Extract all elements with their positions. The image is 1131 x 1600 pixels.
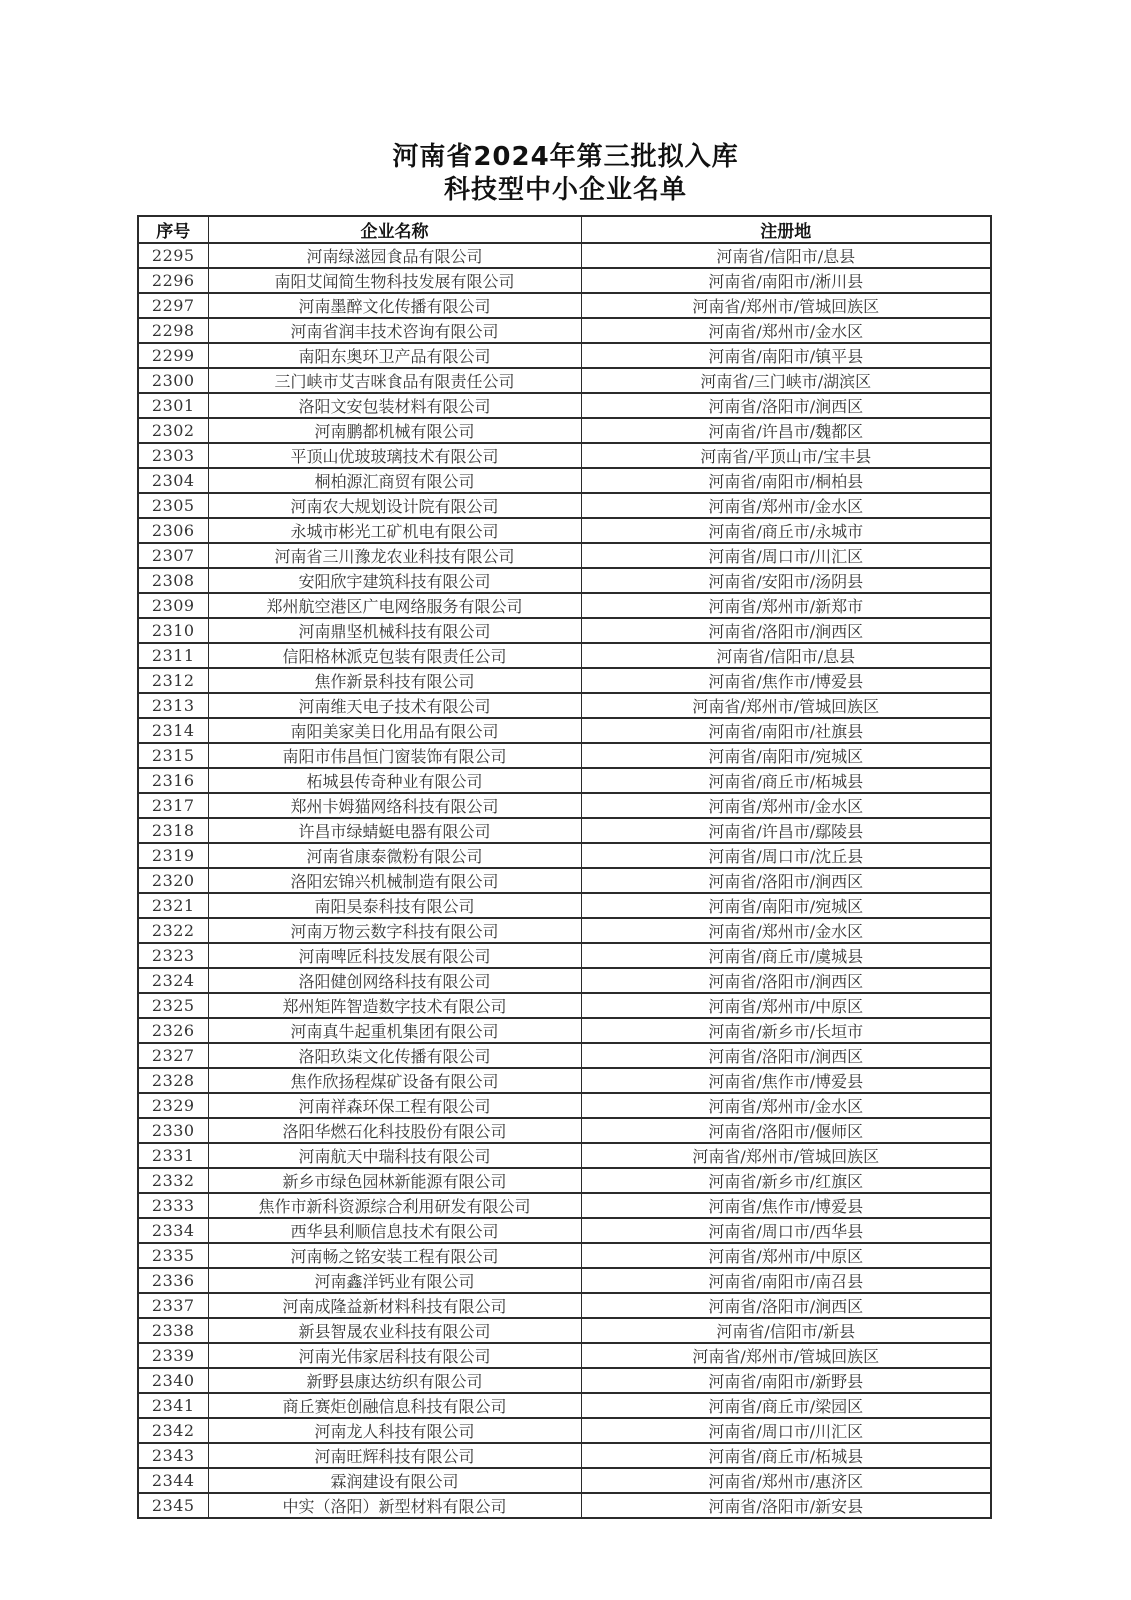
row-company-name: 河南鹏都机械有限公司 <box>208 418 581 443</box>
row-registration-place: 河南省/南阳市/桐柏县 <box>581 468 991 493</box>
row-registration-place: 河南省/商丘市/柘城县 <box>581 1443 991 1468</box>
row-company-name: 河南万物云数字科技有限公司 <box>208 918 581 943</box>
table-row <box>138 893 991 918</box>
row-seq-number: 2323 <box>138 943 208 968</box>
row-company-name: 新乡市绿色园林新能源有限公司 <box>208 1168 581 1193</box>
row-company-name: 洛阳健创网络科技有限公司 <box>208 968 581 993</box>
table-row <box>138 368 991 393</box>
table-row <box>138 1418 991 1443</box>
row-registration-place: 河南省/洛阳市/涧西区 <box>581 393 991 418</box>
row-company-name: 河南旺辉科技有限公司 <box>208 1443 581 1468</box>
row-seq-number: 2338 <box>138 1318 208 1343</box>
row-seq-number: 2300 <box>138 368 208 393</box>
row-registration-place: 河南省/焦作市/博爱县 <box>581 1068 991 1093</box>
row-company-name: 信阳格林派克包装有限责任公司 <box>208 643 581 668</box>
table-row <box>138 968 991 993</box>
row-registration-place: 河南省/洛阳市/涧西区 <box>581 618 991 643</box>
row-company-name: 河南真牛起重机集团有限公司 <box>208 1018 581 1043</box>
row-seq-number: 2305 <box>138 493 208 518</box>
row-company-name: 河南啤匠科技发展有限公司 <box>208 943 581 968</box>
table-row <box>138 1018 991 1043</box>
row-registration-place: 河南省/焦作市/博爱县 <box>581 668 991 693</box>
row-seq-number: 2303 <box>138 443 208 468</box>
row-company-name: 新县智晟农业科技有限公司 <box>208 1318 581 1343</box>
table-row <box>138 1043 991 1068</box>
row-registration-place: 河南省/南阳市/淅川县 <box>581 268 991 293</box>
row-company-name: 安阳欣宇建筑科技有限公司 <box>208 568 581 593</box>
row-seq-number: 2310 <box>138 618 208 643</box>
row-company-name: 新野县康达纺织有限公司 <box>208 1368 581 1393</box>
table-row <box>138 693 991 718</box>
table-row <box>138 818 991 843</box>
row-seq-number: 2298 <box>138 318 208 343</box>
row-company-name: 焦作市新科资源综合利用研发有限公司 <box>208 1193 581 1218</box>
row-registration-place: 河南省/郑州市/金水区 <box>581 318 991 343</box>
row-company-name: 西华县利顺信息技术有限公司 <box>208 1218 581 1243</box>
row-seq-number: 2325 <box>138 993 208 1018</box>
row-seq-number: 2301 <box>138 393 208 418</box>
row-seq-number: 2317 <box>138 793 208 818</box>
row-registration-place: 河南省/许昌市/魏都区 <box>581 418 991 443</box>
row-registration-place: 河南省/南阳市/宛城区 <box>581 743 991 768</box>
row-seq-number: 2331 <box>138 1143 208 1168</box>
row-registration-place: 河南省/郑州市/管城回族区 <box>581 1143 991 1168</box>
table-row <box>138 1193 991 1218</box>
row-company-name: 河南农大规划设计院有限公司 <box>208 493 581 518</box>
document-title-line2: 科技型中小企业名单 <box>443 175 687 205</box>
table-row <box>138 943 991 968</box>
row-company-name: 河南维天电子技术有限公司 <box>208 693 581 718</box>
table-row <box>138 318 991 343</box>
row-seq-number: 2330 <box>138 1118 208 1143</box>
row-company-name: 霖润建设有限公司 <box>208 1468 581 1493</box>
row-company-name: 永城市彬光工矿机电有限公司 <box>208 518 581 543</box>
row-registration-place: 河南省/郑州市/管城回族区 <box>581 693 991 718</box>
row-company-name: 中实（洛阳）新型材料有限公司 <box>208 1493 581 1518</box>
table-row <box>138 493 991 518</box>
row-company-name: 河南光伟家居科技有限公司 <box>208 1343 581 1368</box>
row-registration-place: 河南省/郑州市/中原区 <box>581 993 991 1018</box>
row-seq-number: 2318 <box>138 818 208 843</box>
row-seq-number: 2327 <box>138 1043 208 1068</box>
row-seq-number: 2308 <box>138 568 208 593</box>
row-company-name: 南阳市伟昌恒门窗装饰有限公司 <box>208 743 581 768</box>
row-seq-number: 2337 <box>138 1293 208 1318</box>
row-seq-number: 2341 <box>138 1393 208 1418</box>
row-seq-number: 2307 <box>138 543 208 568</box>
table-row <box>138 668 991 693</box>
row-seq-number: 2299 <box>138 343 208 368</box>
row-company-name: 三门峡市艾吉咪食品有限责任公司 <box>208 368 581 393</box>
row-company-name: 南阳美家美日化用品有限公司 <box>208 718 581 743</box>
row-registration-place: 河南省/郑州市/中原区 <box>581 1243 991 1268</box>
row-company-name: 河南龙人科技有限公司 <box>208 1418 581 1443</box>
table-row <box>138 918 991 943</box>
row-company-name: 南阳昊泰科技有限公司 <box>208 893 581 918</box>
table-row <box>138 618 991 643</box>
row-registration-place: 河南省/郑州市/惠济区 <box>581 1468 991 1493</box>
row-seq-number: 2313 <box>138 693 208 718</box>
row-seq-number: 2332 <box>138 1168 208 1193</box>
row-seq-number: 2342 <box>138 1418 208 1443</box>
header-seq-number: 序号 <box>138 216 208 243</box>
row-company-name: 河南墨醉文化传播有限公司 <box>208 293 581 318</box>
table-row <box>138 343 991 368</box>
row-registration-place: 河南省/焦作市/博爱县 <box>581 1193 991 1218</box>
row-company-name: 河南省润丰技术咨询有限公司 <box>208 318 581 343</box>
table-row <box>138 1093 991 1118</box>
row-registration-place: 河南省/许昌市/鄢陵县 <box>581 818 991 843</box>
row-seq-number: 2343 <box>138 1443 208 1468</box>
row-registration-place: 河南省/南阳市/新野县 <box>581 1368 991 1393</box>
row-seq-number: 2315 <box>138 743 208 768</box>
row-seq-number: 2309 <box>138 593 208 618</box>
table-row <box>138 1118 991 1143</box>
row-seq-number: 2297 <box>138 293 208 318</box>
table-body <box>138 243 991 1518</box>
row-registration-place: 河南省/商丘市/虞城县 <box>581 943 991 968</box>
row-seq-number: 2335 <box>138 1243 208 1268</box>
company-table <box>137 215 992 1519</box>
table-row <box>138 1393 991 1418</box>
table-row <box>138 768 991 793</box>
row-registration-place: 河南省/郑州市/新郑市 <box>581 593 991 618</box>
row-seq-number: 2336 <box>138 1268 208 1293</box>
document-title-line1: 河南省2024年第三批拟入库 <box>392 142 739 172</box>
table-row <box>138 1468 991 1493</box>
row-registration-place: 河南省/洛阳市/偃师区 <box>581 1118 991 1143</box>
row-seq-number: 2324 <box>138 968 208 993</box>
row-seq-number: 2295 <box>138 243 208 268</box>
row-registration-place: 河南省/信阳市/新县 <box>581 1318 991 1343</box>
table-row <box>138 418 991 443</box>
row-registration-place: 河南省/周口市/川汇区 <box>581 1418 991 1443</box>
row-registration-place: 河南省/安阳市/汤阴县 <box>581 568 991 593</box>
row-seq-number: 2322 <box>138 918 208 943</box>
row-registration-place: 河南省/周口市/西华县 <box>581 1218 991 1243</box>
table-row <box>138 743 991 768</box>
row-company-name: 洛阳玖柒文化传播有限公司 <box>208 1043 581 1068</box>
row-company-name: 南阳东奥环卫产品有限公司 <box>208 343 581 368</box>
row-company-name: 河南成隆益新材料科技有限公司 <box>208 1293 581 1318</box>
table-row <box>138 1318 991 1343</box>
table-row <box>138 393 991 418</box>
row-seq-number: 2302 <box>138 418 208 443</box>
document-title <box>0 0 1131 207</box>
row-registration-place: 河南省/周口市/沈丘县 <box>581 843 991 868</box>
row-registration-place: 河南省/郑州市/金水区 <box>581 493 991 518</box>
row-seq-number: 2304 <box>138 468 208 493</box>
table-row <box>138 443 991 468</box>
row-registration-place: 河南省/商丘市/柘城县 <box>581 768 991 793</box>
row-company-name: 许昌市绿蜻蜓电器有限公司 <box>208 818 581 843</box>
row-company-name: 河南鑫洋钙业有限公司 <box>208 1268 581 1293</box>
row-registration-place: 河南省/南阳市/社旗县 <box>581 718 991 743</box>
row-seq-number: 2340 <box>138 1368 208 1393</box>
row-registration-place: 河南省/新乡市/红旗区 <box>581 1168 991 1193</box>
row-company-name: 焦作新景科技有限公司 <box>208 668 581 693</box>
row-seq-number: 2345 <box>138 1493 208 1518</box>
row-company-name: 郑州卡姆猫网络科技有限公司 <box>208 793 581 818</box>
row-registration-place: 河南省/新乡市/长垣市 <box>581 1018 991 1043</box>
row-company-name: 河南省三川豫龙农业科技有限公司 <box>208 543 581 568</box>
table-row <box>138 1268 991 1293</box>
row-registration-place: 河南省/信阳市/息县 <box>581 243 991 268</box>
row-company-name: 桐柏源汇商贸有限公司 <box>208 468 581 493</box>
row-registration-place: 河南省/郑州市/管城回族区 <box>581 1343 991 1368</box>
table-row <box>138 243 991 268</box>
row-seq-number: 2320 <box>138 868 208 893</box>
row-registration-place: 河南省/商丘市/永城市 <box>581 518 991 543</box>
row-registration-place: 河南省/三门峡市/湖滨区 <box>581 368 991 393</box>
row-registration-place: 河南省/信阳市/息县 <box>581 643 991 668</box>
row-company-name: 平顶山优玻玻璃技术有限公司 <box>208 443 581 468</box>
row-company-name: 河南畅之铭安装工程有限公司 <box>208 1243 581 1268</box>
table-row <box>138 1168 991 1193</box>
row-registration-place: 河南省/洛阳市/涧西区 <box>581 968 991 993</box>
table-row <box>138 1143 991 1168</box>
row-company-name: 洛阳华燃石化科技股份有限公司 <box>208 1118 581 1143</box>
row-seq-number: 2319 <box>138 843 208 868</box>
row-seq-number: 2339 <box>138 1343 208 1368</box>
row-registration-place: 河南省/周口市/川汇区 <box>581 543 991 568</box>
header-company-name: 企业名称 <box>208 216 581 243</box>
row-seq-number: 2316 <box>138 768 208 793</box>
row-company-name: 洛阳宏锦兴机械制造有限公司 <box>208 868 581 893</box>
header-registration-place: 注册地 <box>581 216 991 243</box>
row-registration-place: 河南省/洛阳市/新安县 <box>581 1493 991 1518</box>
row-seq-number: 2312 <box>138 668 208 693</box>
row-seq-number: 2329 <box>138 1093 208 1118</box>
row-company-name: 河南鼎坚机械科技有限公司 <box>208 618 581 643</box>
table-row <box>138 793 991 818</box>
row-registration-place: 河南省/南阳市/镇平县 <box>581 343 991 368</box>
row-registration-place: 河南省/郑州市/金水区 <box>581 1093 991 1118</box>
table-row <box>138 293 991 318</box>
row-registration-place: 河南省/郑州市/管城回族区 <box>581 293 991 318</box>
row-registration-place: 河南省/洛阳市/涧西区 <box>581 1293 991 1318</box>
row-registration-place: 河南省/洛阳市/涧西区 <box>581 868 991 893</box>
row-company-name: 焦作欣扬程煤矿设备有限公司 <box>208 1068 581 1093</box>
table-row <box>138 1068 991 1093</box>
row-registration-place: 河南省/南阳市/宛城区 <box>581 893 991 918</box>
table-row <box>138 1218 991 1243</box>
table-row <box>138 868 991 893</box>
row-registration-place: 河南省/商丘市/梁园区 <box>581 1393 991 1418</box>
row-company-name: 郑州矩阵智造数字技术有限公司 <box>208 993 581 1018</box>
table-row <box>138 1368 991 1393</box>
table-row <box>138 1343 991 1368</box>
row-seq-number: 2296 <box>138 268 208 293</box>
row-company-name: 河南航天中瑞科技有限公司 <box>208 1143 581 1168</box>
row-company-name: 商丘赛炬创融信息科技有限公司 <box>208 1393 581 1418</box>
row-registration-place: 河南省/平顶山市/宝丰县 <box>581 443 991 468</box>
table-header-row <box>138 216 991 243</box>
row-registration-place: 河南省/郑州市/金水区 <box>581 918 991 943</box>
table-row <box>138 643 991 668</box>
table-row <box>138 468 991 493</box>
table-row <box>138 1293 991 1318</box>
table-row <box>138 843 991 868</box>
row-company-name: 郑州航空港区广电网络服务有限公司 <box>208 593 581 618</box>
table-row <box>138 518 991 543</box>
row-seq-number: 2334 <box>138 1218 208 1243</box>
row-company-name: 河南省康泰微粉有限公司 <box>208 843 581 868</box>
row-company-name: 洛阳文安包装材料有限公司 <box>208 393 581 418</box>
row-company-name: 南阳艾闻简生物科技发展有限公司 <box>208 268 581 293</box>
table-row <box>138 268 991 293</box>
row-registration-place: 河南省/郑州市/金水区 <box>581 793 991 818</box>
row-seq-number: 2311 <box>138 643 208 668</box>
row-company-name: 柘城县传奇种业有限公司 <box>208 768 581 793</box>
table-row <box>138 993 991 1018</box>
row-registration-place: 河南省/南阳市/南召县 <box>581 1268 991 1293</box>
table-row <box>138 718 991 743</box>
table-row <box>138 593 991 618</box>
table-row <box>138 568 991 593</box>
row-registration-place: 河南省/洛阳市/涧西区 <box>581 1043 991 1068</box>
table-row <box>138 1243 991 1268</box>
row-company-name: 河南绿滋园食品有限公司 <box>208 243 581 268</box>
row-company-name: 河南祥森环保工程有限公司 <box>208 1093 581 1118</box>
row-seq-number: 2321 <box>138 893 208 918</box>
row-seq-number: 2333 <box>138 1193 208 1218</box>
row-seq-number: 2326 <box>138 1018 208 1043</box>
table-row <box>138 1493 991 1518</box>
table-row <box>138 543 991 568</box>
table-row <box>138 1443 991 1468</box>
row-seq-number: 2344 <box>138 1468 208 1493</box>
row-seq-number: 2314 <box>138 718 208 743</box>
row-seq-number: 2328 <box>138 1068 208 1093</box>
row-seq-number: 2306 <box>138 518 208 543</box>
